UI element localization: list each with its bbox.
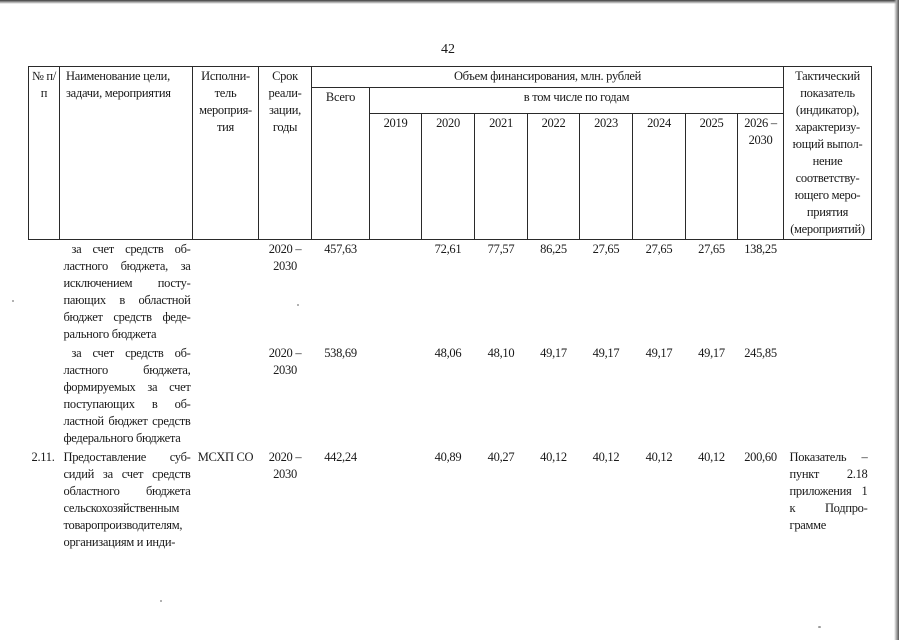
row-value: 40,27 [487,450,515,464]
scan-speck [160,600,162,602]
header-year: 2019 [370,114,422,240]
header-year: 2025 [686,114,738,240]
row-value: 200,60 [744,450,777,464]
row-indicator [784,344,872,448]
header-year: 2026 – 2030 [738,114,784,240]
row-value: 40,89 [434,450,462,464]
page-number: 42 [441,42,455,57]
scan-edge-top [0,0,899,4]
row-executor [193,344,259,448]
row-value: 245,85 [744,346,777,360]
header-funding: Объем финансирования, млн. рублей [312,67,784,88]
row-value [370,448,422,552]
header-num: № п/п [29,67,60,240]
row-total: 538,69 [324,346,357,360]
header-year: 2024 [633,114,686,240]
row-value: 40,12 [645,450,673,464]
header-by-years: в том числе по годам [370,88,784,114]
row-value: 40,12 [540,450,567,464]
funding-table [28,66,872,552]
row-value: 40,12 [698,450,725,464]
row-value: 27,65 [592,242,620,256]
header-name: Наименование цели, задачи, мероприятия [60,67,193,240]
table-row [29,448,872,552]
row-value: 40,12 [592,450,620,464]
row-name: за счет средств об-ластного бюджета, формируемых за счет поступающих в об-ластной бюджет средств федерального бюджета [63,346,191,445]
row-value: 49,17 [645,346,673,360]
row-total: 457,63 [324,242,357,256]
header-term: Срок реали-зации, годы [259,67,312,240]
scan-edge-right [894,0,899,640]
row-value: 48,06 [434,346,462,360]
row-value [370,344,422,448]
scan-speck [12,300,14,302]
row-value: 48,10 [487,346,515,360]
row-value: 27,65 [645,242,673,256]
row-value: 49,17 [698,346,725,360]
row-term: 2020 – 2030 [268,346,302,377]
row-term: 2020 – 2030 [268,242,302,273]
row-value: 49,17 [592,346,620,360]
header-year: 2020 [422,114,475,240]
row-term: 2020 – 2030 [268,450,302,481]
row-executor: МСХП СО [197,450,254,464]
scan-speck [818,626,821,628]
row-num [29,344,60,448]
row-num [29,240,60,345]
header-indicator: Тактический показатель (индикатор), характеризу-ющий выпол-нение соответству-ющего меро-приятия (мероприятий) [784,67,872,240]
row-value: 72,61 [434,242,462,256]
row-value: 138,25 [744,242,777,256]
row-num: 2.11. [31,450,55,464]
row-value [370,240,422,345]
header-total: Всего [312,88,370,240]
scan-speck [297,304,299,306]
header-executor: Исполни-тель мероприя-тия [193,67,259,240]
table-row [29,344,872,448]
header-year: 2021 [475,114,528,240]
row-value: 86,25 [540,242,567,256]
row-indicator: Показатель – пункт 2.18 приложения 1 к Подпро-грамме [789,450,868,532]
row-indicator [784,240,872,345]
row-total: 442,24 [324,450,357,464]
header-year: 2023 [580,114,633,240]
table-row [29,240,872,345]
row-value: 77,57 [487,242,515,256]
row-executor [193,240,259,345]
row-value: 27,65 [698,242,725,256]
header-year: 2022 [528,114,580,240]
row-name: за счет средств об-ластного бюджета, за исключением посту-пающих в областной бюджет средств феде-рального бюджета [63,242,191,341]
row-name: Предоставление суб-сидий за счет средств областного бюджета сельскохозяйственным товаропроизводителям, организациям и инди- [63,450,191,549]
row-value: 49,17 [540,346,567,360]
